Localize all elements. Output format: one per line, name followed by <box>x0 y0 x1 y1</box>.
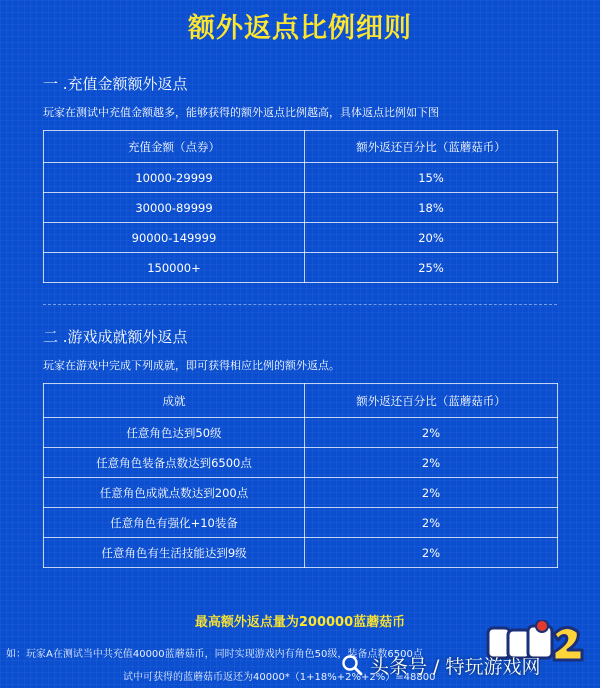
example-line-1: 如：玩家A在测试当中共充值40000蓝蘑菇币，同时实现游戏内有角色50级，装备点数6500点 <box>6 649 423 660</box>
table-row <box>44 163 558 193</box>
achievement-cell: 任意角色装备点数达到6500点 <box>44 448 305 478</box>
search-icon <box>340 653 364 677</box>
bonus-percent-cell: 2% <box>305 538 558 568</box>
bonus-percent-cell: 2% <box>305 448 558 478</box>
recharge-range-cell: 30000-89999 <box>44 193 305 223</box>
section1-heading: 一 .充值金额额外返点 <box>43 75 188 93</box>
watermark <box>340 648 595 682</box>
table-header-row <box>44 131 558 163</box>
section2-description: 玩家在游戏中完成下列成就，即可获得相应比例的额外返点。 <box>43 359 340 372</box>
section1-description: 玩家在测试中充值金额越多，能够获得的额外返点比例越高，具体返点比例如下图 <box>43 106 439 119</box>
column-header: 成就 <box>44 384 305 418</box>
column-header: 充值金额（点券） <box>44 131 305 163</box>
recharge-range-cell: 150000+ <box>44 253 305 283</box>
achievement-cell: 任意角色成就点数达到200点 <box>44 478 305 508</box>
column-header: 额外返还百分比（蓝蘑菇币） <box>305 384 558 418</box>
watermark-text: 头条号 / 特玩游戏网 <box>370 655 541 678</box>
table-row <box>44 478 558 508</box>
achievement-cell: 任意角色达到50级 <box>44 418 305 448</box>
achievement-cell: 任意角色有生活技能达到9级 <box>44 538 305 568</box>
table-row <box>44 223 558 253</box>
table-row <box>44 418 558 448</box>
achievement-bonus-table <box>43 383 558 568</box>
page-title: 额外返点比例细则 <box>188 13 412 44</box>
table-row <box>44 538 558 568</box>
bonus-percent-cell: 2% <box>305 478 558 508</box>
recharge-range-cell: 10000-29999 <box>44 163 305 193</box>
bonus-percent-cell: 18% <box>305 193 558 223</box>
bonus-percent-cell: 25% <box>305 253 558 283</box>
column-header: 额外返还百分比（蓝蘑菇币） <box>305 131 558 163</box>
bonus-percent-cell: 20% <box>305 223 558 253</box>
table-row <box>44 193 558 223</box>
table-row <box>44 448 558 478</box>
achievement-cell: 任意角色有强化+10装备 <box>44 508 305 538</box>
bonus-percent-cell: 2% <box>305 508 558 538</box>
max-bonus-note: 最高额外返点量为200000蓝蘑菇币 <box>194 615 406 630</box>
section2-heading: 二 .游戏成就额外返点 <box>43 328 188 346</box>
recharge-bonus-table <box>43 130 558 283</box>
section-divider <box>43 304 557 305</box>
table-row <box>44 508 558 538</box>
recharge-range-cell: 90000-149999 <box>44 223 305 253</box>
table-row <box>44 253 558 283</box>
example-line-2: 试中可获得的蓝蘑菇币返还为40000*（1+18%+2%+2%）=48800 <box>123 672 436 683</box>
bonus-percent-cell: 15% <box>305 163 558 193</box>
table-header-row <box>44 384 558 418</box>
bonus-percent-cell: 2% <box>305 418 558 448</box>
